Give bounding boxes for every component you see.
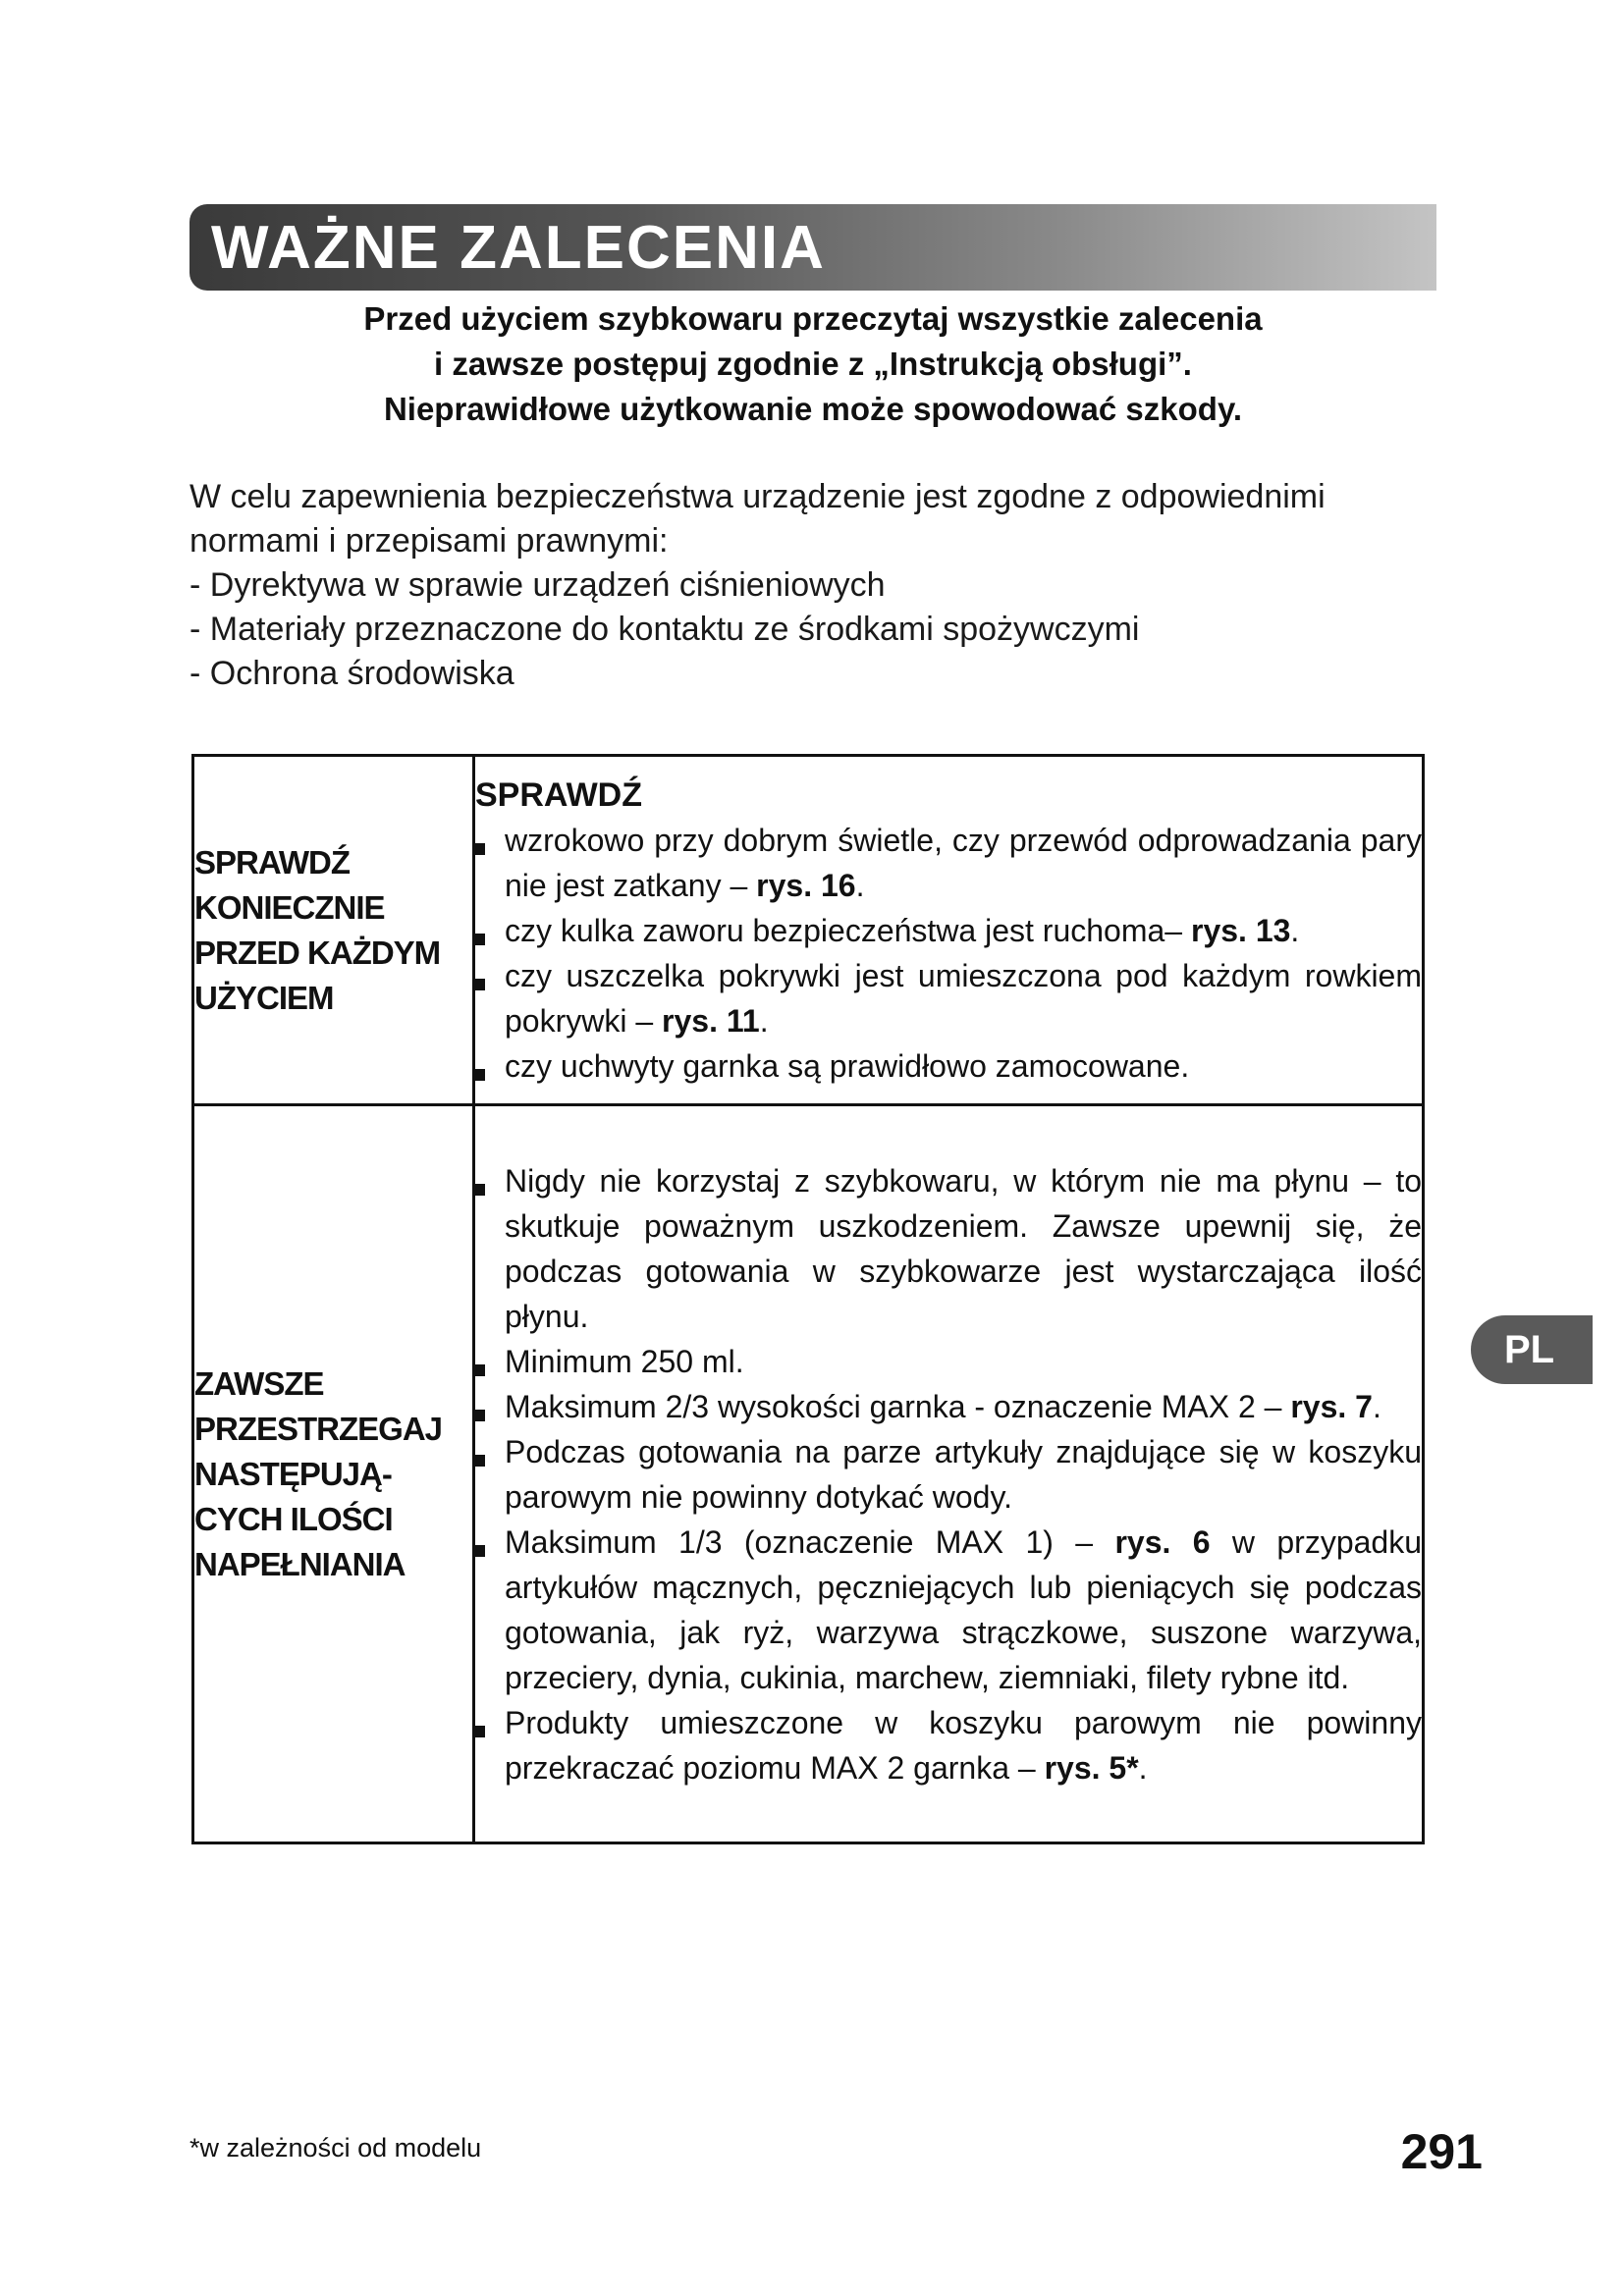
lead-line: normami i przepisami prawnymi: [189, 522, 669, 560]
label-line: PRZED KAŻDYM [194, 934, 441, 971]
label-line: SPRAWDŹ [194, 843, 350, 881]
list-item: czy uchwyty garnka są prawidłowo zamocowane. [475, 1043, 1422, 1089]
lead-line: - Ochrona środowiska [189, 655, 514, 692]
label-line: NASTĘPUJĄ- [194, 1455, 392, 1492]
list-item: wzrokowo przy dobrym świetle, czy przewód odprowadzania pary nie jest zatkany – rys. 16. [475, 818, 1422, 908]
list-item: Minimum 250 ml. [475, 1339, 1422, 1384]
row-content-check [474, 756, 1424, 1105]
bullet-square-icon [475, 1726, 485, 1737]
bullet-square-icon [475, 979, 485, 990]
page-number: 291 [1400, 2124, 1483, 2179]
list-item: czy kulka zaworu bezpieczeństwa jest ruchoma– rys. 13. [475, 908, 1422, 953]
list-item: Produkty umieszczone w koszyku parowym nie powinny przekraczać poziomu MAX 2 garnka – rys. 5*. [475, 1700, 1422, 1790]
bullet-square-icon [475, 1410, 485, 1421]
intro-line: Przed użyciem szybkowaru przeczytaj wszystkie zalecenia [363, 300, 1263, 337]
label-line: KONIECZNIE [194, 888, 385, 926]
lead-line: - Materiały przeznaczone do kontaktu ze środkami spożywczymi [189, 611, 1140, 648]
list-item: Podczas gotowania na parze artykuły znajdujące się w koszyku parowym nie powinny dotykać wody. [475, 1429, 1422, 1520]
row-content-fill-levels [474, 1105, 1424, 1843]
label-line: NAPEŁNIANIA [194, 1545, 406, 1582]
standards-paragraph [189, 475, 1466, 696]
lead-line: - Dyrektywa w sprawie urządzeń ciśnieniowych [189, 566, 886, 604]
bullet-square-icon [475, 1184, 485, 1196]
label-line: ZAWSZE [194, 1364, 324, 1402]
label-line: UŻYCIEM [194, 979, 334, 1016]
check-heading: SPRAWDŹ [475, 775, 642, 814]
bullet-square-icon [475, 1455, 485, 1467]
footnote: *w zależności od modelu [189, 2133, 482, 2163]
table-row [193, 1105, 1424, 1843]
bullet-square-icon [475, 1364, 485, 1376]
bullet-square-icon [475, 843, 485, 855]
section-banner [189, 204, 1436, 291]
list-item: Maksimum 2/3 wysokości garnka - oznaczenie MAX 2 – rys. 7. [475, 1384, 1422, 1429]
intro-warning [189, 296, 1436, 432]
intro-line: Nieprawidłowe użytkowanie może spowodować szkody. [383, 391, 1243, 427]
intro-line: i zawsze postępuj zgodnie z „Instrukcją obsługi”. [434, 346, 1192, 382]
label-line: PRZESTRZEGAJ [194, 1410, 443, 1447]
language-tab-label: PL [1504, 1328, 1555, 1371]
page-title: WAŻNE ZALECENIA [211, 214, 826, 282]
bullet-square-icon [475, 934, 485, 945]
lead-line: W celu zapewnienia bezpieczeństwa urządzenie jest zgodne z odpowiednimi [189, 478, 1326, 515]
table-row [193, 756, 1424, 1105]
list-item: Maksimum 1/3 (oznaczenie MAX 1) – rys. 6 w przypadku artykułów mącznych, pęczniejących lub pieniących się podczas gotowania, jak ryż, warzywa strączkowe, suszone warzywa, przeciery, dynia, cukinia, marchew, ziemniaki, filety rybne itd. [475, 1520, 1422, 1700]
label-line: CYCH ILOŚCI [194, 1500, 393, 1537]
recommendations-table [191, 754, 1425, 1844]
list-item: czy uszczelka pokrywki jest umieszczona pod każdym rowkiem pokrywki – rys. 11. [475, 953, 1422, 1043]
language-tab [1471, 1315, 1593, 1384]
row-label-fill-levels [193, 1105, 474, 1843]
list-item: Nigdy nie korzystaj z szybkowaru, w którym nie ma płynu – to skutkuje poważnym uszkodzeniem. Zawsze upewnij się, że podczas gotowania w szybkowarze jest wystarczająca ilość płynu. [475, 1158, 1422, 1339]
bullet-square-icon [475, 1069, 485, 1081]
row-label-check [193, 756, 474, 1105]
bullet-square-icon [475, 1545, 485, 1557]
